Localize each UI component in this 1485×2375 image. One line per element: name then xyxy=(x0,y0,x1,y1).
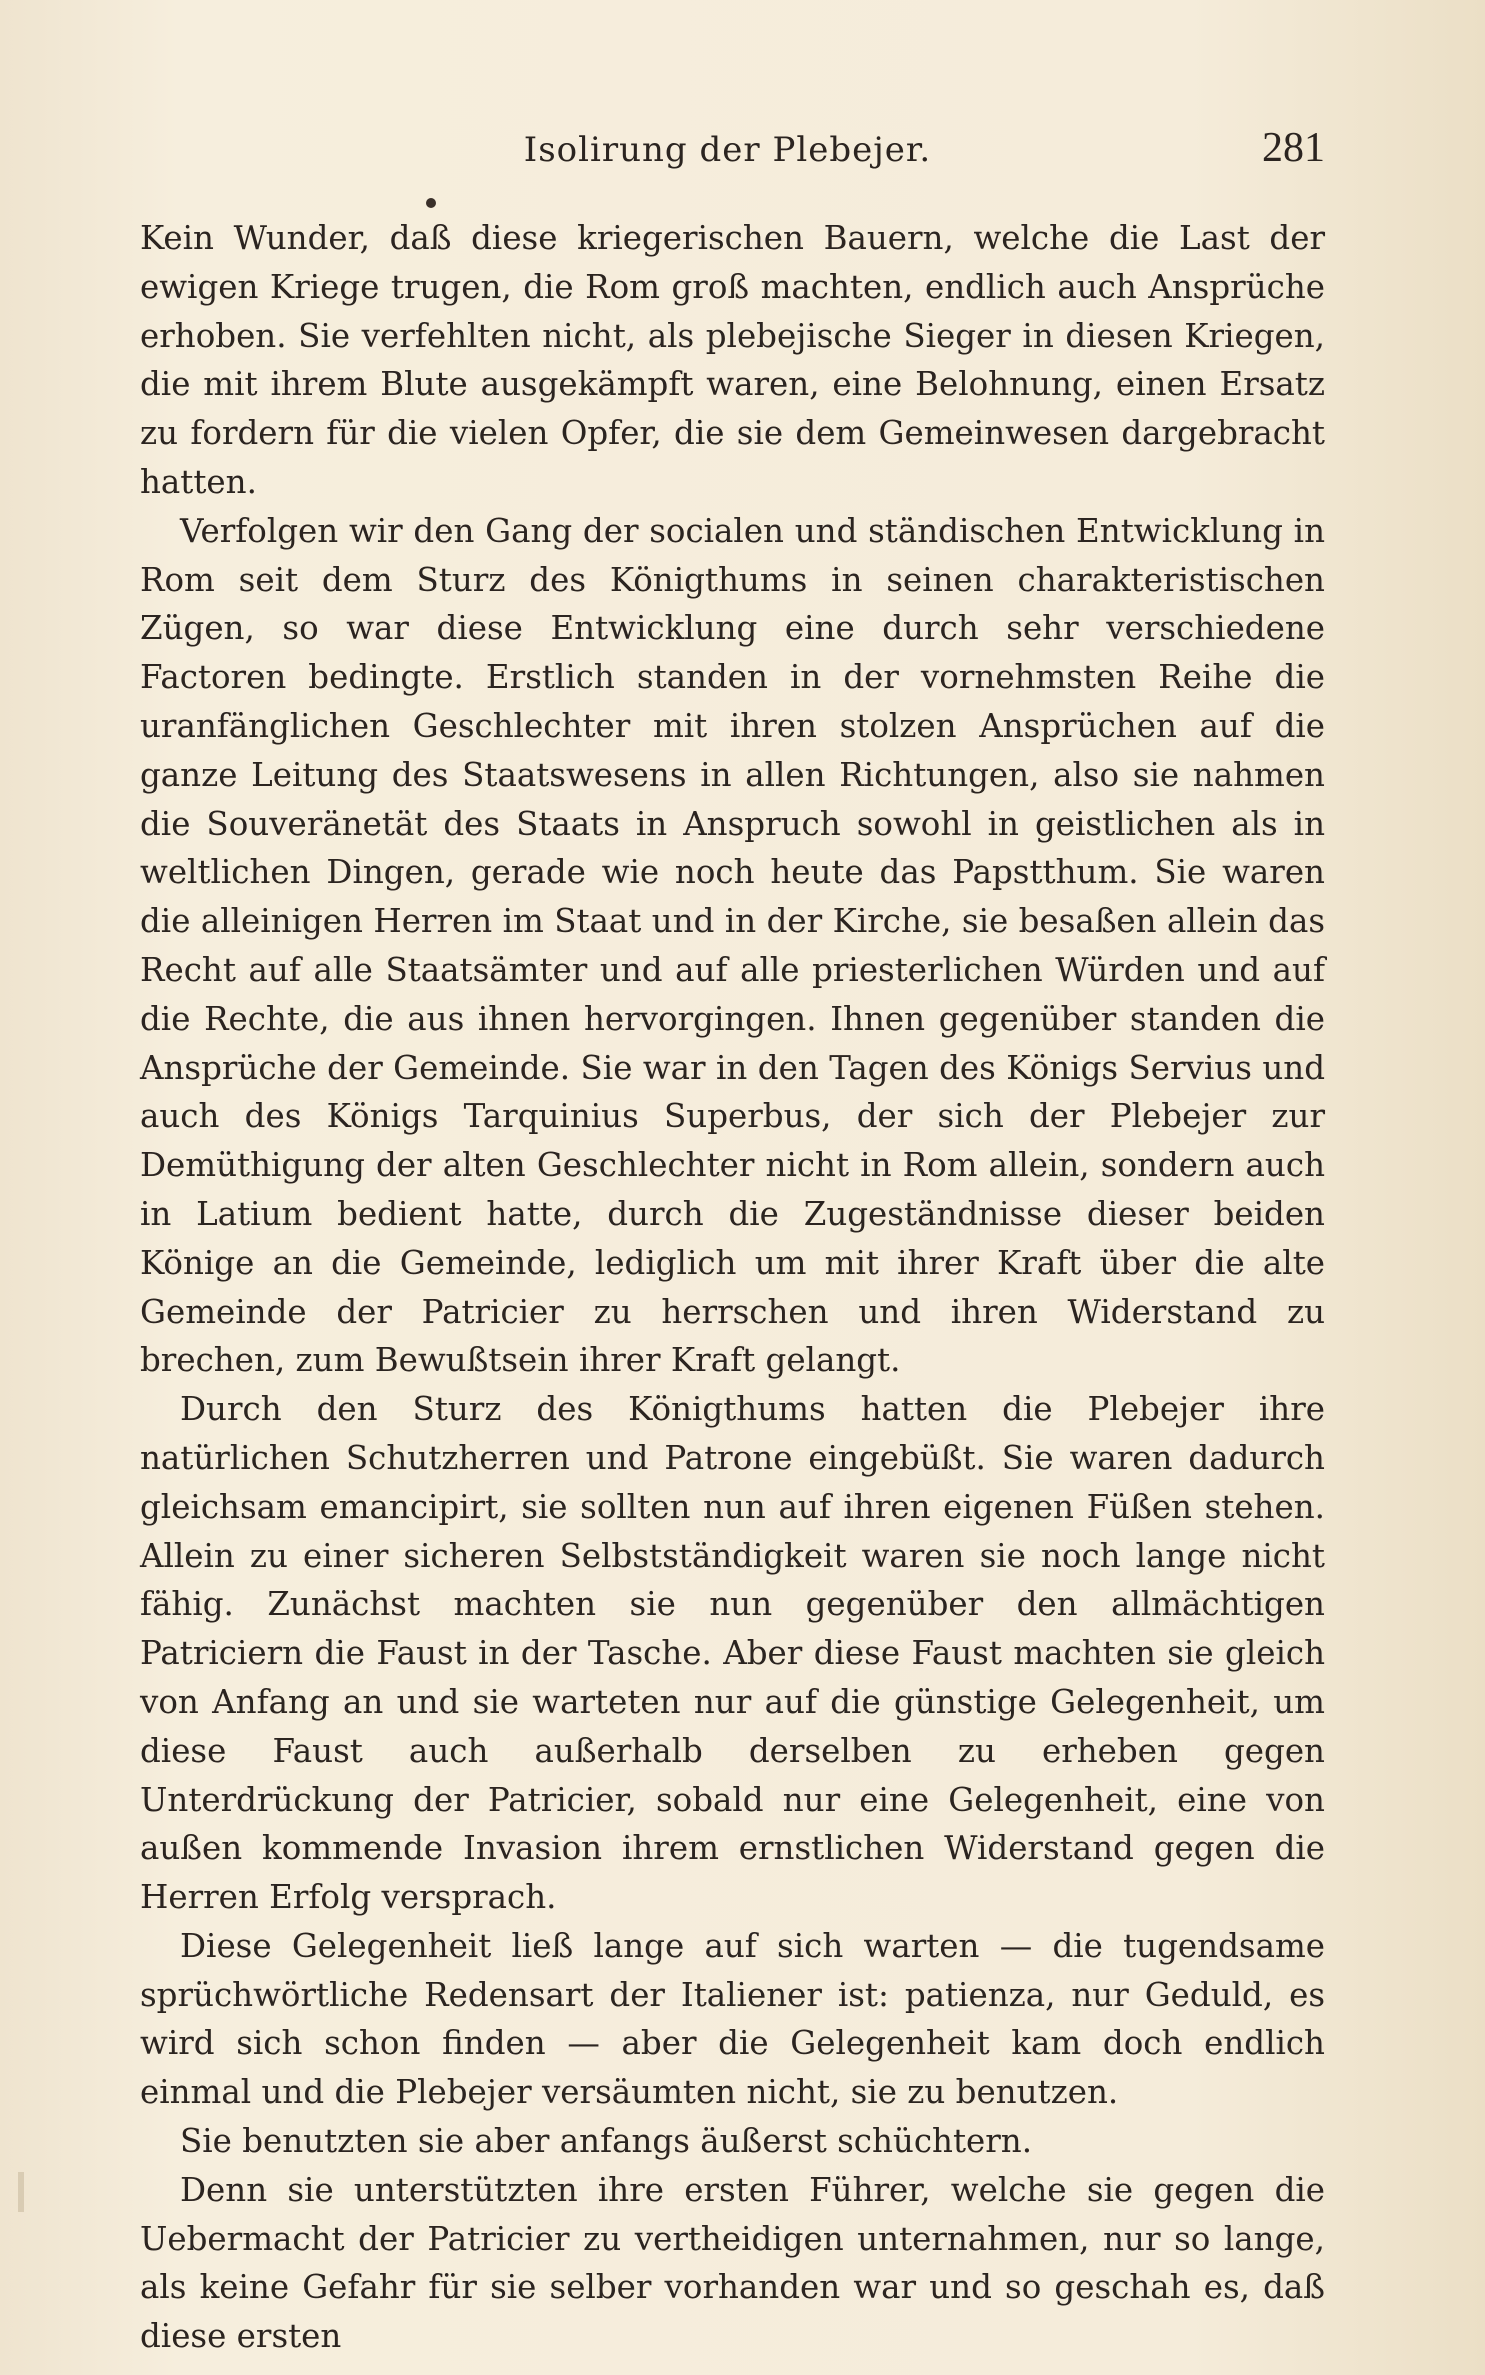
page-header xyxy=(130,125,1325,190)
paragraph-6: Denn sie unterstützten ihre ersten Führer, welche sie gegen die Uebermacht der Patricier zu vertheidigen unternahmen, nur so lange, als keine Gefahr für sie selber vorhanden war und so geschah es, daß diese ersten xyxy=(140,2170,1325,2356)
paragraph-4: Diese Gelegenheit ließ lange auf sich warten — die tugendsame sprüchwörtliche Redensart der Italiener ist: patienza, nur Geduld, es wird sich schon finden — aber die Gelegenheit kam doch endlich einmal und die Plebejer versäumten nicht, sie zu benutzen. xyxy=(140,1926,1325,2112)
paragraph-3: Durch den Sturz des Königthums hatten die Plebejer ihre natürlichen Schutzherren und Patrone eingebüßt. Sie waren dadurch gleichsam emancipirt, sie sollten nun auf ihren eigenen Füßen stehen. Allein zu einer sicheren Selbstständigkeit waren sie noch lange nicht fähig. Zunächst machten sie nun gegenüber den allmächtigen Patriciern die Faust in der Tasche. Aber diese Faust machten sie gleich von Anfang an und sie warteten nur auf die günstige Gelegenheit, um diese Faust auch außerhalb derselben zu erheben gegen Unterdrückung der Patricier, sobald nur eine Gelegenheit, eine von außen kommende Invasion ihrem ernstlichen Widerstand gegen die Herren Erfolg versprach. xyxy=(140,1390,1325,1917)
running-title: Isolirung der Plebejer. xyxy=(523,130,932,170)
paragraph-1: Kein Wunder, daß diese kriegerischen Bauern, welche die Last der ewigen Kriege trugen, die Rom groß machten, endlich auch Ansprüche erhoben. Sie verfehlten nicht, als plebejische Sieger in diesen Kriegen, die mit ihrem Blute ausgekämpft waren, eine Belohnung, einen Ersatz zu fordern für die vielen Opfer, die sie dem Gemeinwesen dargebracht hatten. xyxy=(140,219,1325,501)
paragraph-5: Sie benutzten sie aber anfangs äußerst schüchtern. xyxy=(180,2122,1033,2161)
body-text xyxy=(140,214,1325,2361)
margin-stain xyxy=(18,2172,24,2212)
paragraph-2: Verfolgen wir den Gang der socialen und ständischen Entwicklung in Rom seit dem Sturz des Königthums in seinen charakteristischen Zügen, so war diese Entwicklung eine durch sehr verschiedene Factoren bedingte. Erstlich standen in der vornehmsten Reihe die uranfänglichen Geschlechter mit ihren stolzen Ansprüchen auf die ganze Leitung des Staatswesens in allen Richtungen, also sie nahmen die Souveränetät des Staats in Anspruch sowohl in geistlichen als in weltlichen Dingen, gerade wie noch heute das Papstthum. Sie waren die alleinigen Herren im Staat und in der Kirche, sie besaßen allein das Recht auf alle Staatsämter und auf alle priesterlichen Würden und auf die Rechte, die aus ihnen hervorgingen. Ihnen gegenüber standen die Ansprüche der Gemeinde. Sie war in den Tagen des Königs Servius und auch des Königs Tarquinius Superbus, der sich der Plebejer zur Demüthigung der alten Geschlechter nicht in Rom allein, sondern auch in Latium bedient hatte, durch die Zugeständnisse dieser beiden Könige an die Gemeinde, lediglich um mit ihrer Kraft über die alte Gemeinde der Patricier zu herrschen und ihren Widerstand zu brechen, zum Bewußtsein ihrer Kraft gelangt. xyxy=(140,511,1325,1380)
page-number: 281 xyxy=(1262,125,1325,171)
printer-mark-dot xyxy=(426,198,436,208)
